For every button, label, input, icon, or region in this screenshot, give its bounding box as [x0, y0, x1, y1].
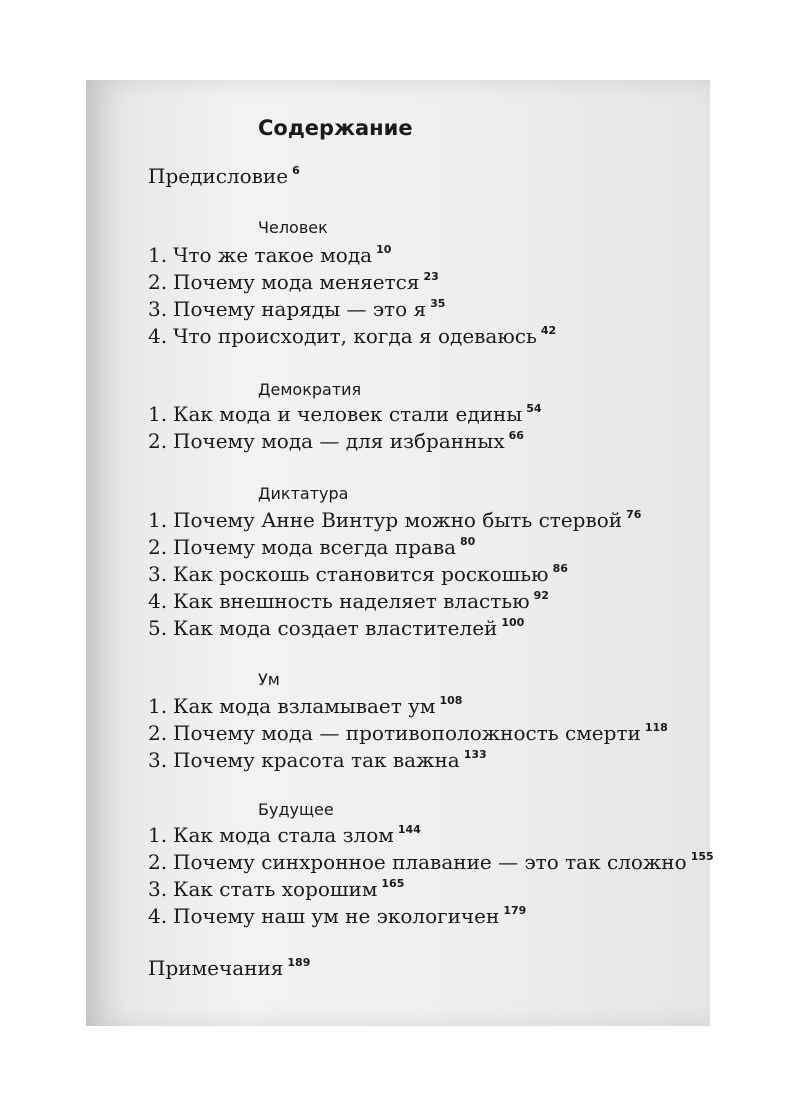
- page-number: 179: [503, 904, 527, 917]
- toc-entry: [148, 429, 524, 453]
- toc-entry: [148, 562, 568, 586]
- entry-number: 2.: [148, 721, 168, 745]
- entry-number: 1.: [148, 402, 168, 426]
- entry-label: Как мода и человек стали едины: [173, 402, 523, 426]
- entry-label: Примечания: [148, 956, 284, 980]
- entry-label: Что происходит, когда я одеваюсь: [173, 324, 537, 348]
- toc-entry: [148, 694, 462, 718]
- toc-title: Содержание: [258, 116, 413, 140]
- toc-entry: [148, 324, 556, 348]
- entry-label: Почему синхронное плавание — это так сложно: [173, 850, 687, 874]
- entry-number: 2.: [148, 270, 168, 294]
- toc-entry: [148, 243, 391, 267]
- entry-label: Как мода создает властителей: [173, 616, 498, 640]
- toc-entry: [148, 721, 668, 745]
- page-number: 42: [540, 324, 557, 337]
- page-number: 155: [690, 850, 714, 863]
- section-title-diktatura: Диктатура: [258, 484, 349, 503]
- entry-number: 2.: [148, 850, 168, 874]
- section-title-demokratiya: Демократия: [258, 380, 362, 399]
- page-number: 80: [460, 535, 476, 548]
- section-title-chelovek: Человек: [258, 218, 328, 237]
- entry-number: 4.: [148, 324, 168, 348]
- toc-entry: [148, 508, 641, 532]
- entry-number: 1.: [148, 508, 168, 532]
- entry-number: 4.: [148, 904, 168, 928]
- toc-entry-notes: [148, 956, 310, 980]
- page-number: 133: [463, 748, 487, 761]
- toc-entry: [148, 402, 542, 426]
- entry-label: Как мода стала злом: [173, 823, 394, 847]
- entry-number: 2.: [148, 429, 168, 453]
- entry-number: 3.: [148, 562, 168, 586]
- entry-label: Как мода взламывает ум: [173, 694, 436, 718]
- entry-number: 3.: [148, 297, 168, 321]
- section-title-um: Ум: [258, 670, 280, 689]
- entry-label: Почему мода всегда права: [173, 535, 457, 559]
- toc-entry: [148, 904, 526, 928]
- page-number: 54: [526, 402, 542, 415]
- toc-entry: [148, 616, 524, 640]
- page-number: 10: [376, 243, 392, 256]
- toc-entry: [148, 748, 487, 772]
- entry-number: 3.: [148, 748, 168, 772]
- entry-number: 3.: [148, 877, 168, 901]
- page-number: 86: [552, 562, 568, 575]
- page-number: 144: [397, 823, 421, 836]
- toc-entry: [148, 823, 421, 847]
- toc-entry: [148, 877, 404, 901]
- entry-number: 4.: [148, 589, 168, 613]
- entry-label: Почему красота так важна: [173, 748, 460, 772]
- entry-label: Как стать хорошим: [173, 877, 378, 901]
- page-number: 108: [439, 694, 463, 707]
- entry-number: 1.: [148, 823, 168, 847]
- toc-entry: [148, 850, 714, 874]
- page-number: 6: [292, 164, 300, 177]
- entry-number: 5.: [148, 616, 168, 640]
- page-number: 92: [533, 589, 549, 602]
- page-number: 189: [287, 956, 311, 969]
- entry-label: Почему мода — для избранных: [173, 429, 505, 453]
- page-number: 76: [626, 508, 642, 521]
- entry-label: Почему мода меняется: [173, 270, 420, 294]
- entry-number: 1.: [148, 243, 168, 267]
- entry-label: Как роскошь становится роскошью: [173, 562, 549, 586]
- section-title-budushchee: Будущее: [258, 800, 334, 819]
- page-number: 66: [508, 429, 524, 442]
- toc-entry: [148, 589, 549, 613]
- toc-entry: [148, 535, 475, 559]
- toc-entry: [148, 270, 439, 294]
- book-page: [86, 80, 714, 1026]
- entry-label: Почему наш ум не экологичен: [173, 904, 500, 928]
- entry-label: Почему Анне Винтур можно быть стервой: [173, 508, 623, 532]
- page-number: 118: [644, 721, 668, 734]
- page-number: 100: [501, 616, 525, 629]
- entry-label: Как внешность наделяет властью: [173, 589, 530, 613]
- entry-label: Предисловие: [148, 164, 289, 188]
- entry-number: 2.: [148, 535, 168, 559]
- toc-entry: [148, 297, 445, 321]
- entry-number: 1.: [148, 694, 168, 718]
- entry-label: Почему наряды — это я: [173, 297, 427, 321]
- page-number: 165: [381, 877, 405, 890]
- page-number: 35: [430, 297, 446, 310]
- toc-entry-preface: [148, 164, 300, 188]
- entry-label: Что же такое мода: [173, 243, 373, 267]
- entry-label: Почему мода — противоположность смерти: [173, 721, 641, 745]
- page-number: 23: [423, 270, 439, 283]
